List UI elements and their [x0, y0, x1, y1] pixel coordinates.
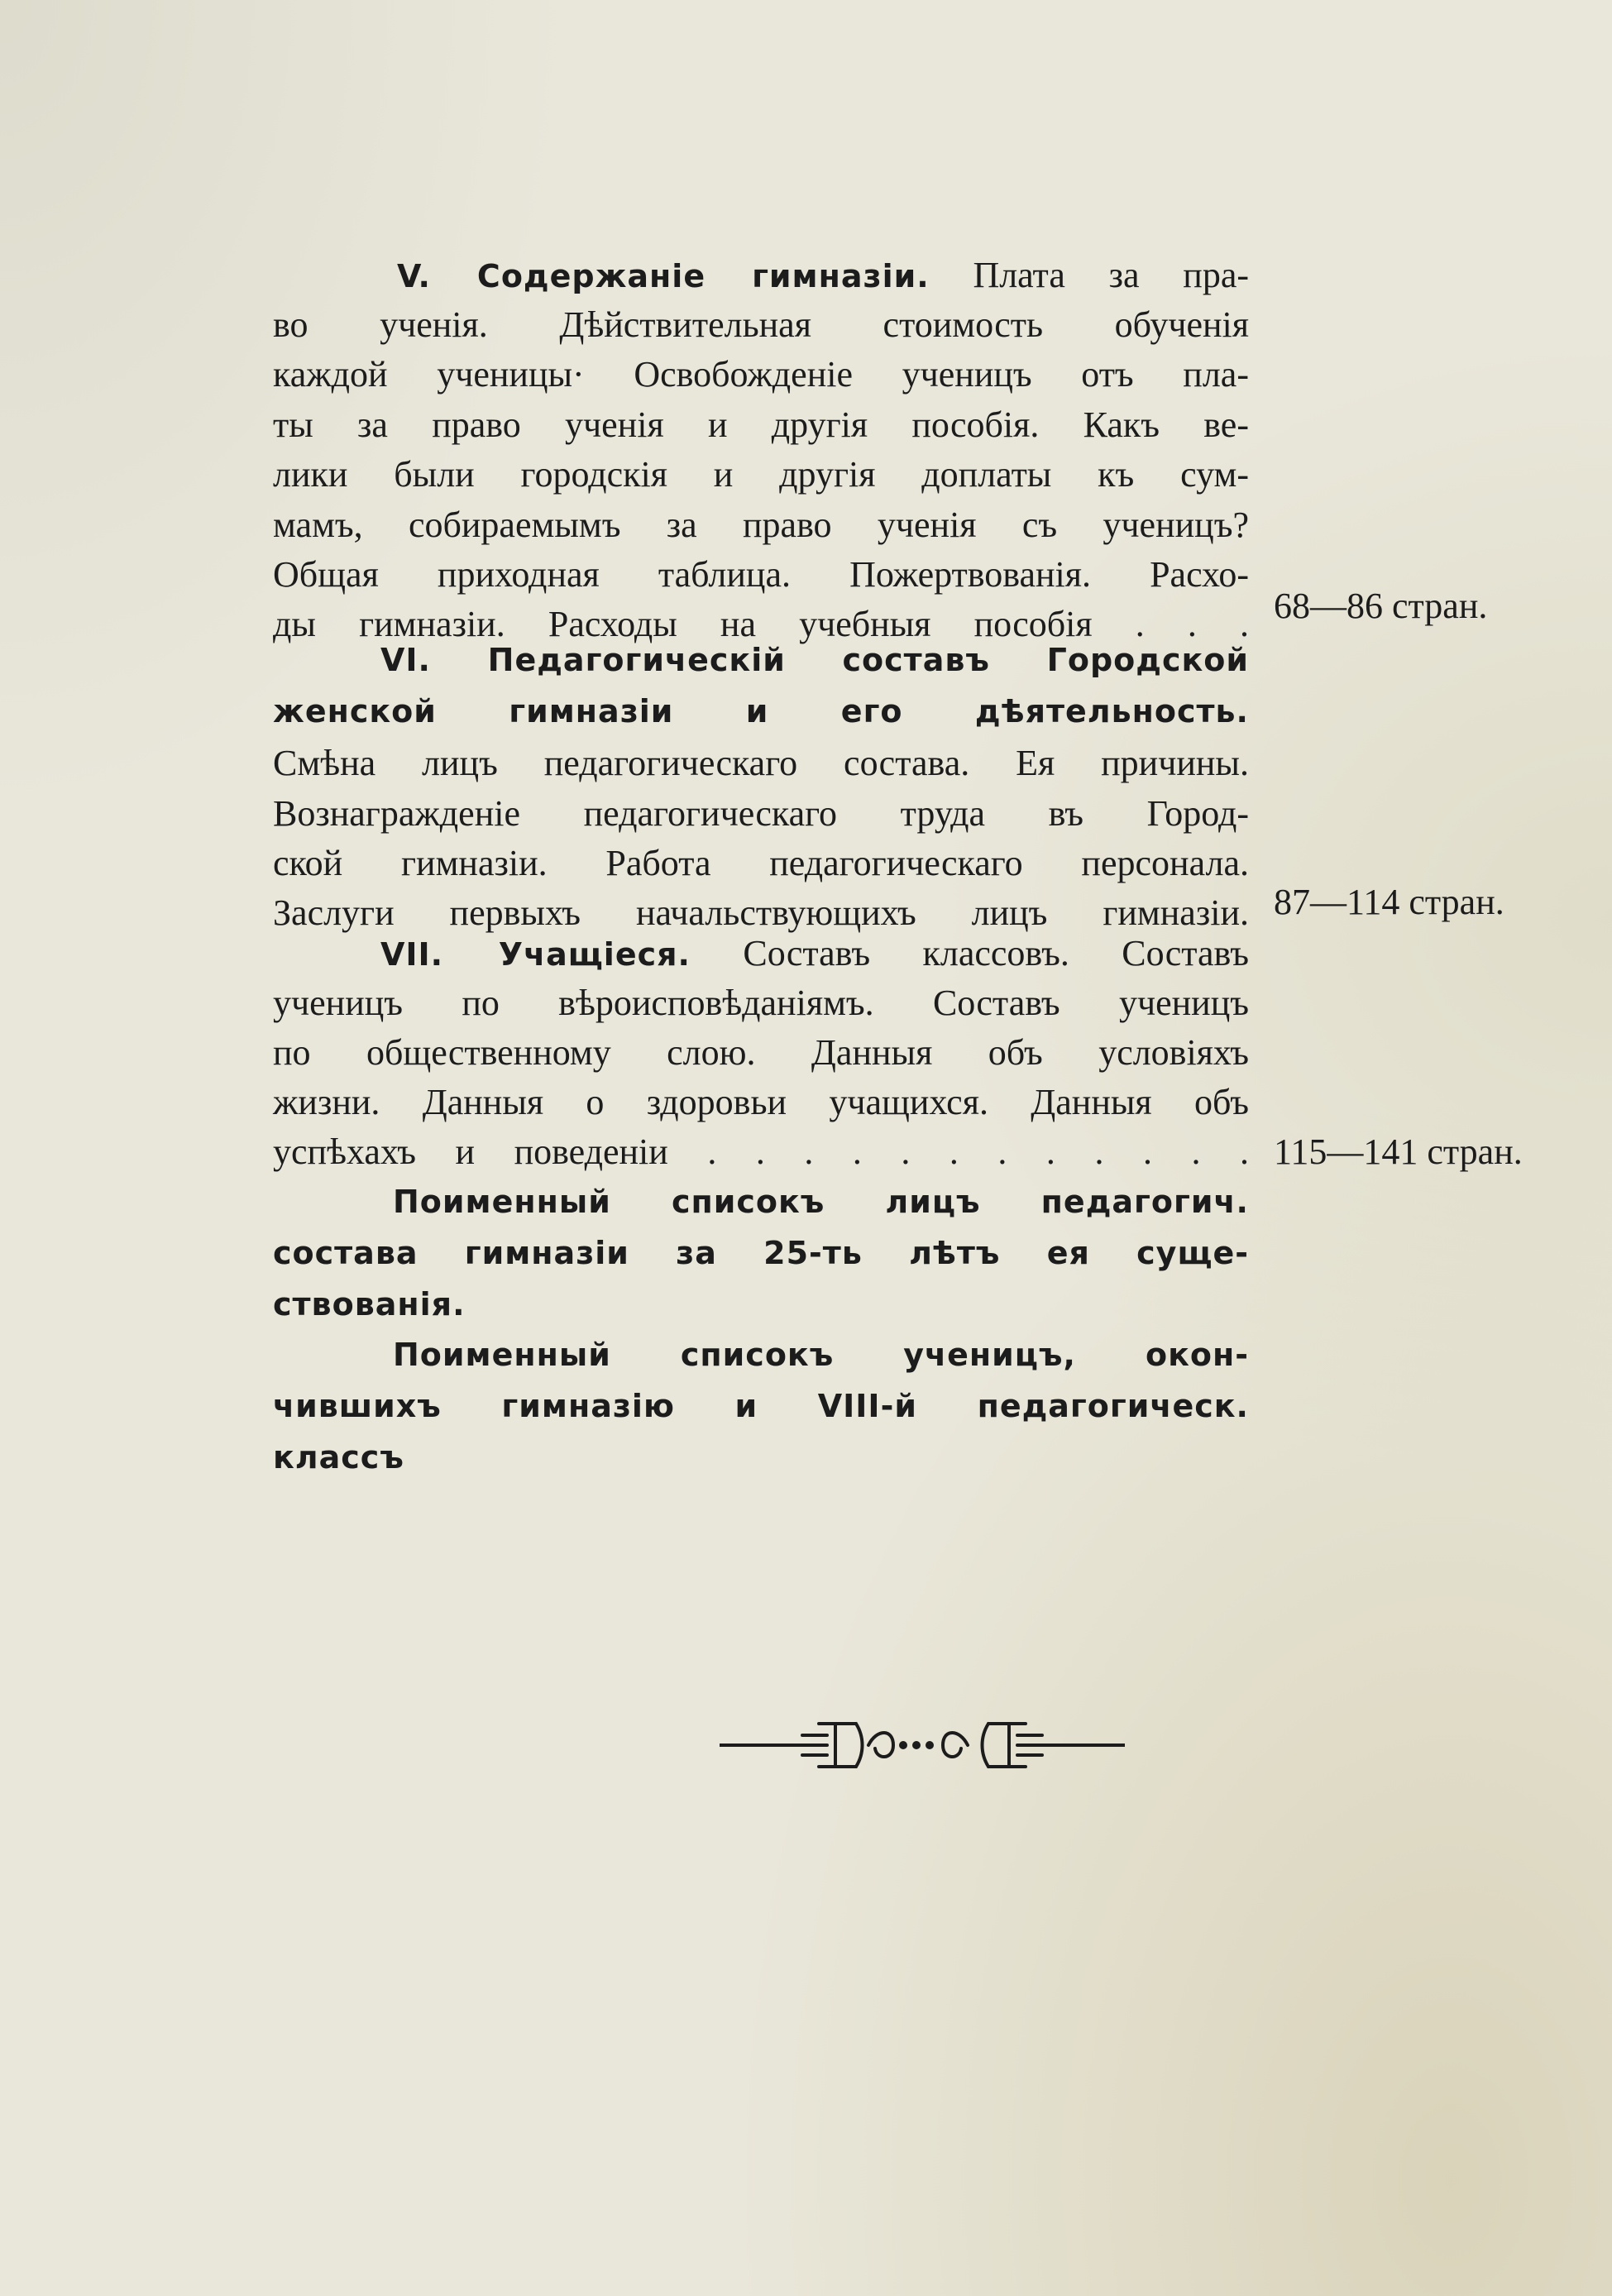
- section-vii-heading: VII. Учащіеся.: [380, 936, 691, 973]
- section-vii-line: по общественному слою. Данныя объ условіяхъ: [273, 1032, 1249, 1073]
- section-v-line: ды гимназіи. Расходы на учебныя пособія . . .: [273, 604, 1249, 644]
- section-v-line: каждой ученицы· Освобожденіе ученицъ отъ пла-: [273, 354, 1249, 395]
- graduates-list-heading: классъ: [273, 1439, 404, 1476]
- staff-list-heading: ствованія.: [273, 1286, 466, 1323]
- section-v-pages: 68—86 стран.: [1274, 586, 1488, 626]
- section-vi-line: Смѣна лицъ педагогическаго состава. Ея причины.: [273, 743, 1249, 783]
- section-vii-lead: Составъ классовъ. Составъ: [743, 933, 1249, 973]
- graduates-list-heading: Поименный списокъ ученицъ, окон-: [393, 1337, 1249, 1373]
- section-v-line: ты за право ученія и другія пособія. Какъ ве-: [273, 404, 1249, 445]
- section-vii-line: успѣхахъ и поведеніи . . . . . . . . . . . .: [273, 1131, 1249, 1172]
- section-v-heading: V. Содержаніе гимназіи.: [397, 258, 930, 294]
- section-v-line: лики были городскія и другія доплаты къ сум-: [273, 454, 1249, 495]
- section-v-lead: Плата за пра-: [973, 255, 1249, 295]
- section-v-line: во ученія. Дѣйствительная стоимость обученія: [273, 304, 1249, 345]
- section-vii-line: жизни. Данныя о здоровьи учащихся. Данныя объ: [273, 1082, 1249, 1122]
- section-v-line: Общая приходная таблица. Пожертвованія. Расхо-: [273, 554, 1249, 595]
- staff-list-heading: Поименный списокъ лицъ педагогич.: [393, 1184, 1249, 1220]
- section-vi-line: ской гимназіи. Работа педагогическаго персонала.: [273, 843, 1249, 883]
- section-vii-line: ученицъ по вѣроисповѣданіямъ. Составъ ученицъ: [273, 983, 1249, 1023]
- section-vii-pages: 115—141 стран.: [1274, 1131, 1523, 1172]
- section-v-line: мамъ, собираемымъ за право ученія съ ученицъ?: [273, 505, 1249, 545]
- section-vi-heading: VI. Педагогическій составъ Городской: [380, 642, 1249, 678]
- graduates-list-heading: чившихъ гимназію и VIII-й педагогическ.: [273, 1388, 1249, 1424]
- section-vi-line: Вознагражденіе педагогическаго труда въ Город-: [273, 793, 1249, 834]
- staff-list-heading: состава гимназіи за 25-ть лѣтъ ея суще-: [273, 1235, 1249, 1271]
- section-vi-pages: 87—114 стран.: [1274, 882, 1504, 922]
- decorative-divider-icon: [720, 1712, 1125, 1778]
- section-vi-line: Заслуги первыхъ начальствующихъ лицъ гимназіи.: [273, 892, 1249, 933]
- section-vi-heading: женской гимназіи и его дѣятельность.: [273, 693, 1249, 729]
